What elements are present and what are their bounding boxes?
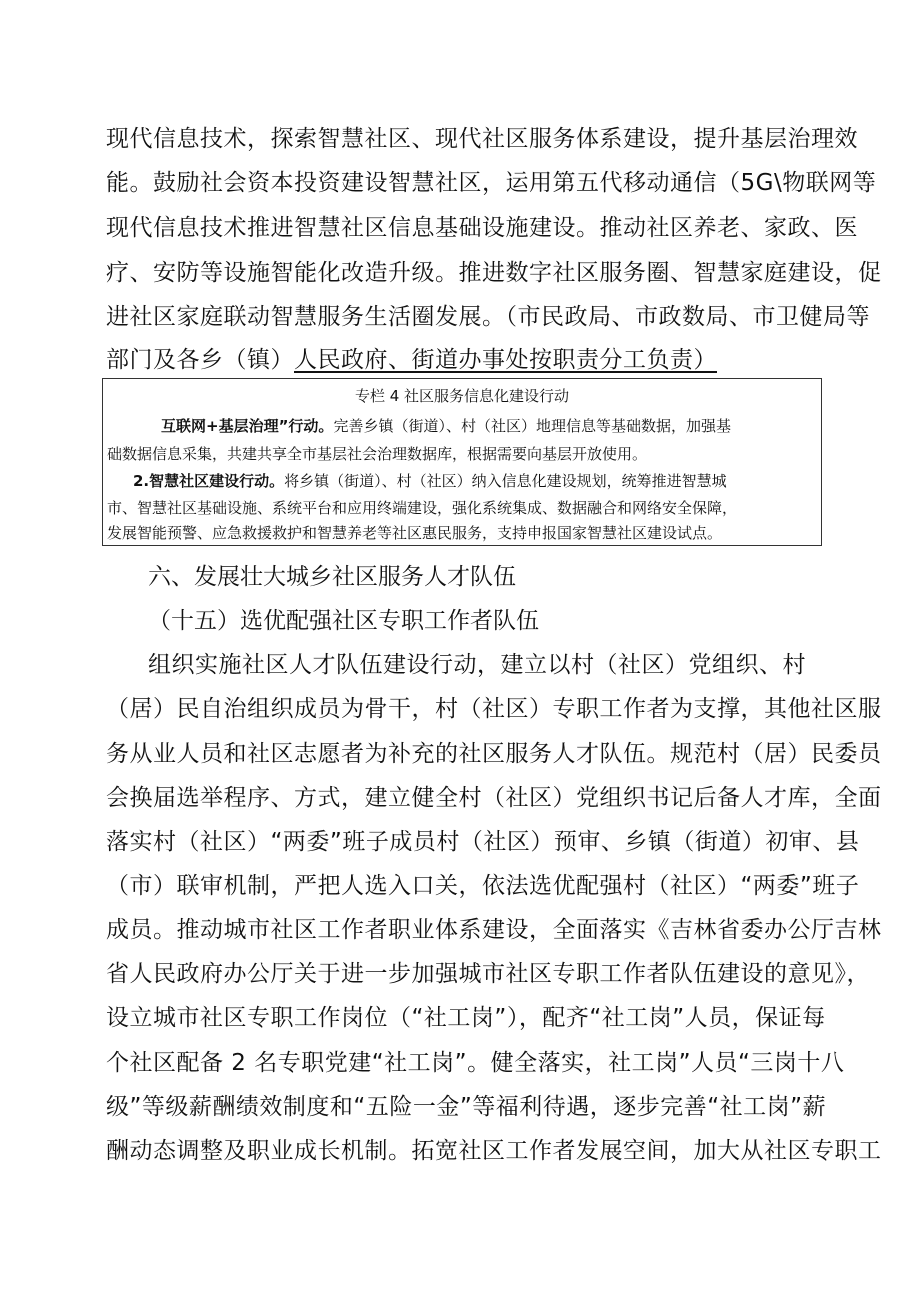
box-line: 础数据信息采集，共建共享全市基层社会治理数据库，根据需要向基层开放使用。 <box>107 445 648 463</box>
box-item-2-text: 将乡镇（街道）、村（社区）纳入信息化建设规划，统筹推进智慧城 <box>284 472 727 490</box>
box-item-1-heading: 互联网+基层治理”行动。 <box>161 417 334 435</box>
underlined-text: 人民政府、街道办事处按职责分工负责） <box>294 347 717 373</box>
text-line: 进社区家庭联动智慧服务生活圈发展。（市民政局、市政数局、市卫健局等 <box>106 304 870 330</box>
text-line: 组织实施社区人才队伍建设行动，建立以村（社区）党组织、村 <box>148 652 806 678</box>
text-segment: 部门及各乡（镇） <box>106 347 294 373</box>
text-line: 成员。推动城市社区工作者职业体系建设，全面落实《吉林省委办公厅吉林 <box>106 917 882 943</box>
text-line: 疗、安防等设施智能化改造升级。推进数字社区服务圈、智慧家庭建设，促 <box>106 260 882 286</box>
text-line: 省人民政府办公厅关于进一步加强城市社区专职工作者队伍建设的意见》， <box>106 961 870 987</box>
text-line: 酬动态调整及职业成长机制。拓宽社区工作者发展空间，加大从社区专职工 <box>106 1138 882 1164</box>
text-line: 能。鼓励社会资本投资建设智慧社区，运用第五代移动通信（5G\物联网等 <box>106 170 877 196</box>
text-line: 现代信息技术，探索智慧社区、现代社区服务体系建设，提升基层治理效 <box>106 126 858 152</box>
box-item-2-heading: 2.智慧社区建设行动。 <box>133 472 285 490</box>
text-line: （居）民自治组织成员为骨干，村（社区）专职工作者为支撑，其他社区服 <box>106 696 882 722</box>
box-item-1 <box>161 415 731 437</box>
text-line: 务从业人员和社区志愿者为补充的社区服务人才队伍。规范村（居）民委员 <box>106 741 882 767</box>
text-line: 级”等级薪酬绩效制度和“五险一金”等福利待遇，逐步完善“社工岗”薪 <box>106 1094 827 1120</box>
section-heading: 六、发展壮大城乡社区服务人才队伍 <box>148 564 516 590</box>
box-title: 专栏 4 社区服务信息化建设行动 <box>354 387 570 405</box>
box-item-2 <box>133 470 727 492</box>
text-line <box>106 345 717 375</box>
text-line: 现代信息技术推进智慧社区信息基础设施建设。推动社区养老、家政、医 <box>106 215 858 241</box>
box-line: 市、智慧社区基础设施、系统平台和应用终端建设，强化系统集成、数据融合和网络安全保障， <box>107 499 738 517</box>
text-line: （市）联审机制，严把人选入口关，依法选优配强村（社区）“两委”班子 <box>106 873 860 899</box>
text-line: 会换届选举程序、方式，建立健全村（社区）党组织书记后备人才库，全面 <box>106 785 882 811</box>
text-line: 个社区配备 2 名专职党建“社工岗”。健全落实，社工岗”人员“三岗十八 <box>106 1050 845 1076</box>
info-box-column-4 <box>102 378 822 546</box>
box-line: 发展智能预警、应急救援救护和智慧养老等社区惠民服务，支持申报国家智慧社区建设试点。 <box>107 524 723 542</box>
box-item-1-text: 完善乡镇（街道）、村（社区）地理信息等基础数据，加强基 <box>333 417 731 435</box>
text-line: 落实村（社区）“两委”班子成员村（社区）预审、乡镇（街道）初审、县 <box>106 829 860 855</box>
text-line: 设立城市社区专职工作岗位（“社工岗”），配齐“社工岗”人员，保证每 <box>106 1005 826 1031</box>
sub-heading: （十五）选优配强社区专职工作者队伍 <box>148 608 539 634</box>
